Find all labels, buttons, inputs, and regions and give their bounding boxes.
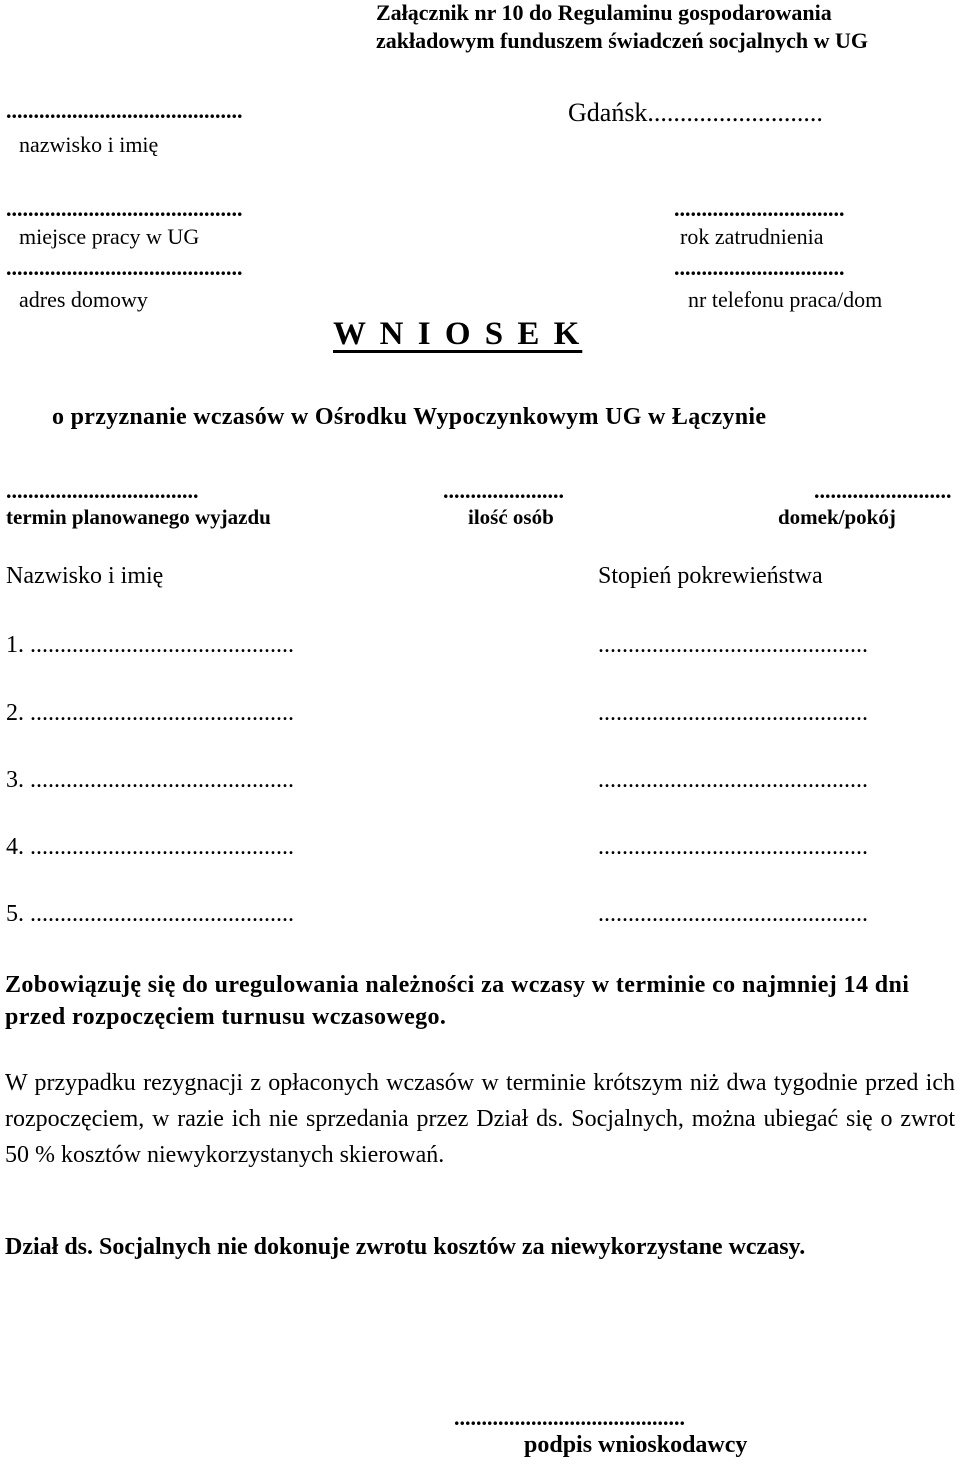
person-row-relation[interactable]: ............................................. — [598, 700, 868, 726]
person-row-name[interactable]: 4. ............................................ — [6, 834, 294, 860]
phone-label: nr telefonu praca/dom — [688, 287, 883, 312]
person-row-name[interactable]: 3. ............................................ — [6, 767, 294, 793]
person-row-relation[interactable]: ............................................. — [598, 632, 868, 658]
signature-field[interactable]: .......................................... — [454, 1405, 685, 1430]
address-field[interactable]: ........................................... — [6, 255, 243, 280]
workplace-field[interactable]: ........................................... — [6, 196, 243, 221]
attachment-header-line1: Załącznik nr 10 do Regulaminu gospodarowania — [376, 0, 832, 25]
col-relation-header: Stopień pokrewieństwa — [598, 563, 823, 589]
person-row-name[interactable]: 2. ............................................ — [6, 700, 294, 726]
person-row-relation[interactable]: ............................................. — [598, 834, 868, 860]
trip-term-label: termin planowanego wyjazdu — [6, 505, 271, 529]
document-subtitle: o przyznanie wczasów w Ośrodku Wypoczynkowym UG w Łączynie — [52, 404, 767, 430]
phone-field[interactable]: ............................... — [674, 255, 845, 280]
city-date-field[interactable]: Gdańsk........................... — [568, 98, 823, 127]
person-row-relation[interactable]: ............................................. — [598, 767, 868, 793]
signature-label: podpis wnioskodawcy — [524, 1432, 748, 1458]
commitment-paragraph: Zobowiązuję się do uregulowania należności za wczasy w terminie co najmniej 14 dni przed rozpoczęciem turnusu wczasowego. — [5, 972, 910, 1030]
employment-year-label: rok zatrudnienia — [680, 224, 824, 249]
name-field[interactable]: ........................................... — [6, 98, 243, 123]
resignation-paragraph: W przypadku rezygnacji z opłaconych wczasów w terminie krótszym niż dwa tygodnie przed ich rozpoczęciem, w razie ich nie sprzedania przez Dział ds. Socjalnych, można ubiegać się o zwrot 50 % kosztów niewykorzystanych skierowań. — [5, 1070, 955, 1168]
persons-count-field[interactable]: ...................... — [443, 478, 564, 503]
address-label: adres domowy — [19, 287, 148, 312]
col-name-header: Nazwisko i imię — [6, 563, 164, 589]
employment-year-field[interactable]: ............................... — [674, 196, 845, 221]
name-label: nazwisko i imię — [19, 132, 159, 157]
house-room-field[interactable]: ......................... — [814, 478, 952, 503]
attachment-header-line2: zakładowym funduszem świadczeń socjalnych w UG — [376, 28, 868, 53]
house-room-label: domek/pokój — [778, 505, 896, 529]
person-row-relation[interactable]: ............................................. — [598, 901, 868, 927]
person-row-name[interactable]: 1. ............................................ — [6, 632, 294, 658]
no-refund-paragraph: Dział ds. Socjalnych nie dokonuje zwrotu kosztów za niewykorzystane wczasy. — [5, 1234, 806, 1260]
persons-count-label: ilość osób — [468, 505, 554, 529]
trip-term-field[interactable]: ................................... — [6, 478, 199, 503]
document-title: W N I O S E K — [333, 316, 583, 352]
person-row-name[interactable]: 5. ............................................ — [6, 901, 294, 927]
workplace-label: miejsce pracy w UG — [19, 224, 200, 249]
